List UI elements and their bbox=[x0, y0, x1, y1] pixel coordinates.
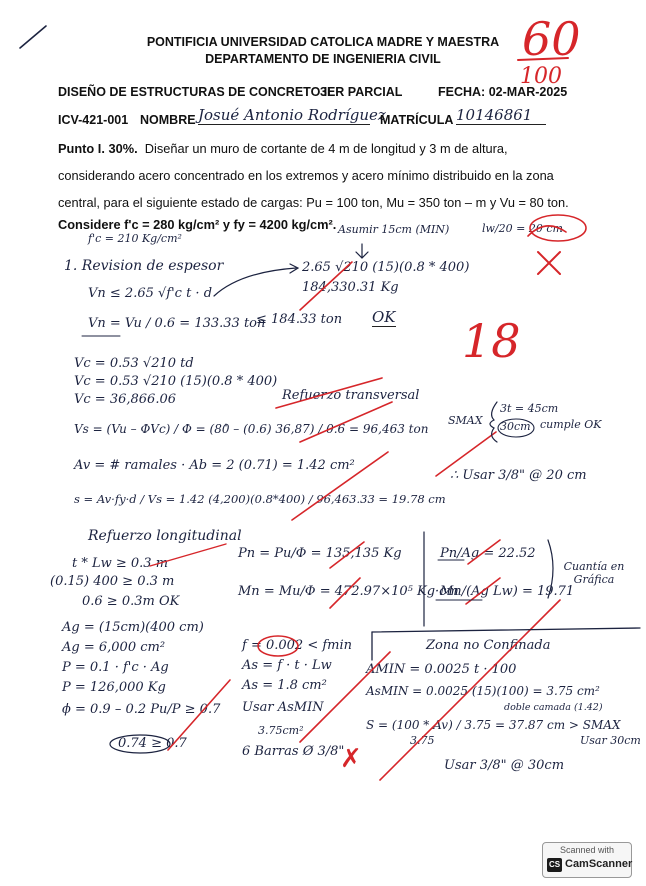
student-name: Josué Antonio Rodríguez bbox=[198, 106, 386, 124]
usar-asmin: Usar AsMIN bbox=[242, 700, 324, 715]
problem-title: Punto I. 30%. bbox=[58, 141, 138, 156]
partial-label: 3ER PARCIAL bbox=[320, 85, 403, 99]
vn-compare: ≤ 184.33 ton bbox=[256, 312, 343, 327]
s-equation: s = Av·fy·d / Vs = 1.42 (4,200)(0.8*400) / 96,463.33 = 19.78 cm bbox=[74, 492, 446, 506]
usar-longitudinal: Usar 3/8" @ 30cm bbox=[444, 758, 565, 773]
vn-calc2: 184,330.31 Kg bbox=[302, 280, 399, 295]
watermark-line1: Scanned with bbox=[559, 845, 615, 855]
name-label: NOMBRE bbox=[140, 113, 196, 127]
s2-denominator: 3.75 bbox=[410, 734, 435, 747]
vn-calc1: 2.65 √210 (15)(0.8 * 400) bbox=[302, 260, 470, 275]
id-label: MATRÍCULA bbox=[380, 113, 454, 127]
problem-line2: considerando acero concentrado en los extremos y acero mínimo distribuido en la zona bbox=[58, 168, 554, 183]
course-name: DISEÑO DE ESTRUCTURAS DE CONCRETO II bbox=[58, 85, 331, 99]
pn-equation: Pn = Pu/Φ = 135,135 Kg bbox=[238, 546, 402, 561]
fc-note: f'c = 210 Kg/cm² bbox=[88, 232, 182, 245]
phi-result: 0.74 ≥ 0.7 bbox=[118, 736, 187, 751]
zona-title: Zona no Confinada bbox=[426, 638, 551, 653]
grade-score: 60 bbox=[522, 12, 581, 66]
vc-line3: Vc = 36,866.06 bbox=[74, 392, 176, 407]
amin-line2: AsMIN = 0.0025 (15)(100) = 3.75 cm² bbox=[366, 684, 600, 698]
grade-total: 100 bbox=[520, 64, 562, 89]
barras: 6 Barras Ø 3/8" bbox=[242, 744, 345, 759]
lw-line3: 0.6 ≥ 0.3m OK bbox=[82, 594, 180, 609]
assume-thickness: Asumir 15cm (MIN) bbox=[338, 223, 450, 236]
ag-line2: Ag = 6,000 cm² bbox=[62, 640, 166, 655]
part-score: 18 bbox=[462, 314, 521, 368]
lw-line2: (0.15) 400 ≥ 0.3 m bbox=[50, 574, 175, 589]
vc-line2: Vc = 0.53 √210 (15)(0.8 * 400) bbox=[74, 374, 278, 389]
vn-inequality: Vn ≤ 2.65 √f'c t · d bbox=[88, 286, 213, 301]
smax-option-1: 3t = 45cm bbox=[500, 402, 559, 415]
problem-line1: Diseñar un muro de cortante de 4 m de longitud y 3 m de altura, bbox=[144, 141, 508, 156]
watermark-line2: CamScanner bbox=[565, 858, 633, 870]
usar-30cm: Usar 30cm bbox=[580, 734, 641, 747]
mn-equation: Mn = Mu/Φ = 472.97×10⁵ Kg·cm bbox=[238, 584, 459, 599]
amin-line1: AMIN = 0.0025 t · 100 bbox=[366, 662, 517, 677]
refuerzo-longitudinal-title: Refuerzo longitudinal bbox=[88, 528, 242, 544]
mn-ag: Mn/(Ag Lw) = 19.71 bbox=[440, 584, 575, 599]
p-line1: P = 0.1 · f'c · Ag bbox=[62, 660, 169, 675]
vc-line1: Vc = 0.53 √210 td bbox=[74, 356, 194, 371]
as-value: 3.75cm² bbox=[258, 724, 304, 737]
pn-ag: Pn/Ag = 22.52 bbox=[440, 546, 536, 561]
vn-equation: Vn = Vu / 0.6 = 133.33 ton bbox=[88, 316, 266, 331]
step-revision: 1. Revision de espesor bbox=[64, 258, 224, 274]
usar-transversal: ∴ Usar 3/8" @ 20 cm bbox=[450, 468, 587, 483]
rho-check: f = 0.002 < fmin bbox=[242, 638, 353, 653]
vs-equation: Vs = (Vu – ΦVc) / Φ = (80 – (0.6) 36,87) / 0.6 = 96,463 ton bbox=[74, 422, 429, 436]
doble-camada: doble camada (1.42) bbox=[504, 702, 603, 713]
av-equation: Av = # ramales · Ab = 2 (0.71) = 1.42 cm² bbox=[74, 458, 355, 473]
ok-check-1: OK bbox=[372, 308, 396, 326]
s2-equation: S = (100 * Av) / 3.75 = 37.87 cm > SMAX bbox=[366, 718, 621, 732]
lw-ratio: lw/20 = 20 cm bbox=[482, 222, 563, 235]
student-id: 10146861 bbox=[456, 106, 546, 125]
camscanner-logo-icon: CS bbox=[547, 858, 562, 872]
as-line2: As = 1.8 cm² bbox=[242, 678, 327, 693]
smax-cumple: cumple OK bbox=[540, 418, 602, 431]
department-title: DEPARTAMENTO DE INGENIERIA CIVIL bbox=[205, 52, 441, 66]
university-title: PONTIFICIA UNIVERSIDAD CATOLICA MADRE Y MAESTRA bbox=[146, 35, 500, 49]
ag-line1: Ag = (15cm)(400 cm) bbox=[62, 620, 204, 635]
course-code: ICV-421-001 bbox=[58, 113, 129, 127]
problem-line3: central, para el siguiente estado de cargas: Pu = 100 ton, Mu = 350 ton – m y Vu = 80 ton. bbox=[58, 195, 569, 210]
wrong-mark-2: ✗ bbox=[340, 744, 362, 774]
smax-label: SMAX bbox=[448, 414, 483, 427]
cuantia-note: Cuantía en Gráfica bbox=[563, 560, 625, 586]
as-line1: As = f · t · Lw bbox=[242, 658, 332, 673]
lw-line1: t * Lw ≥ 0.3 m bbox=[72, 556, 169, 571]
p-line2: P = 126,000 Kg bbox=[62, 680, 166, 695]
smax-option-2: 30cm bbox=[500, 420, 531, 433]
exam-date: FECHA: 02-MAR-2025 bbox=[438, 85, 568, 99]
phi-equation: ϕ = 0.9 – 0.2 Pu/P ≥ 0.7 bbox=[62, 702, 221, 717]
scanner-watermark bbox=[542, 842, 632, 878]
refuerzo-transversal-title: Refuerzo transversal bbox=[282, 388, 420, 403]
problem-line4: Considere f'c = 280 kg/cm² y fy = 4200 kg/cm². bbox=[58, 217, 337, 232]
